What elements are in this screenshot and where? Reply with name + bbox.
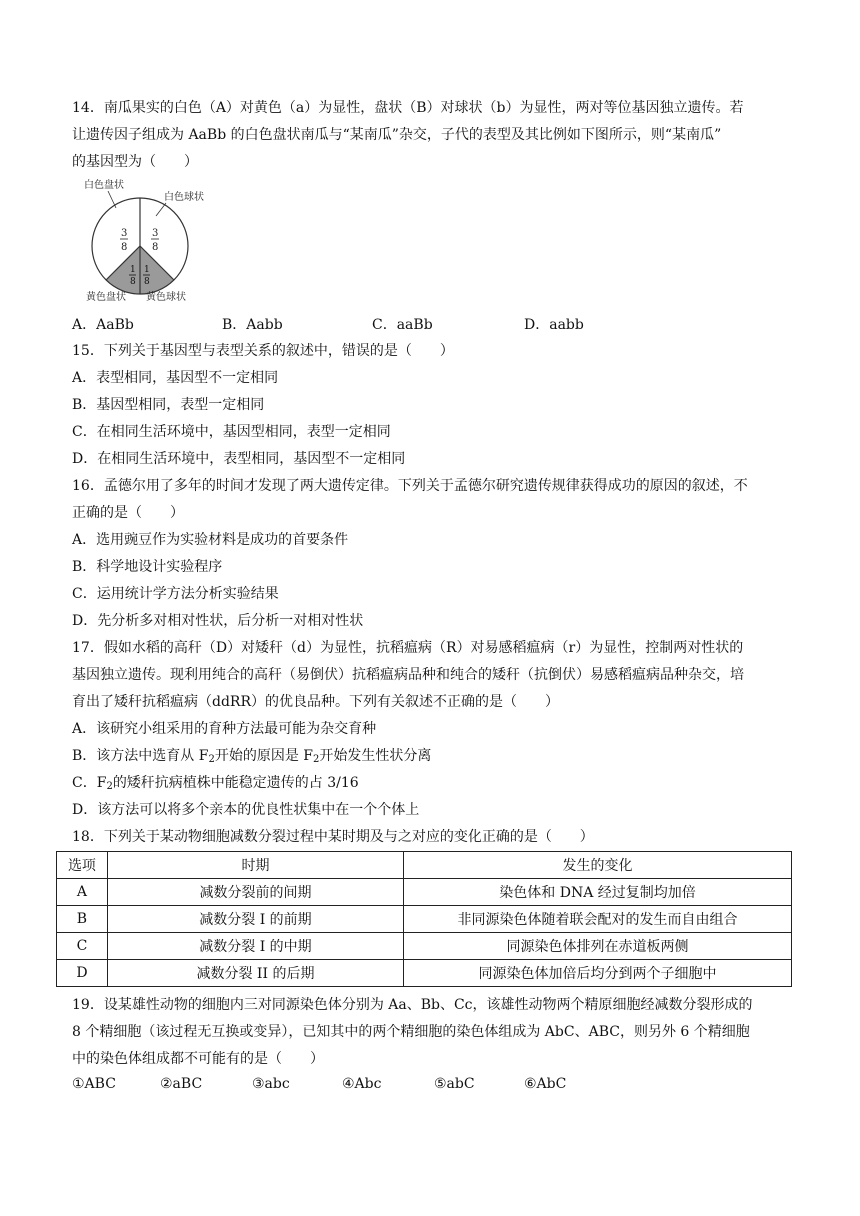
svg-text:3: 3 xyxy=(121,228,128,239)
q16-option-c[interactable]: C．运用统计学方法分析实验结果 xyxy=(72,586,279,602)
table-cell: D xyxy=(57,960,108,987)
svg-text:8: 8 xyxy=(130,277,136,287)
q17-stem-line-2: 基因独立遗传。现利用纯合的高秆（易倒伏）抗稻瘟病品种和纯合的矮秆（抗倒伏）易感稻瘟病品种杂交，培 xyxy=(72,667,744,683)
table-row[interactable] xyxy=(57,879,792,906)
q15-option-c[interactable]: C．在相同生活环境中，基因型相同，表型一定相同 xyxy=(72,424,391,440)
q14-stem-line-3: 的基因型为（ ） xyxy=(72,154,198,170)
q19-option-2[interactable]: ②aBC xyxy=(160,1076,203,1092)
q15-option-d[interactable]: D．在相同生活环境中，表型相同，基因型不一定相同 xyxy=(72,451,406,467)
q14-stem-line-2: 让遗传因子组成为 AaBb 的白色盘状南瓜与“某南瓜”杂交，子代的表型及其比例如下图所示，则“某南瓜” xyxy=(72,127,722,143)
pie-leader-white-ball xyxy=(156,203,166,216)
table-cell: A xyxy=(57,879,108,906)
q19-option-6[interactable]: ⑥AbC xyxy=(524,1076,567,1092)
q14-stem-line-1: 14．南瓜果实的白色（A）对黄色（a）为显性，盘状（B）对球状（b）为显性，两对等位基因独立遗传。若 xyxy=(72,100,744,116)
q15-stem: 15．下列关于基因型与表型关系的叙述中，错误的是（ ） xyxy=(72,343,454,359)
q15-option-a[interactable]: A．表型相同，基因型不一定相同 xyxy=(72,370,279,386)
table-row[interactable] xyxy=(57,933,792,960)
table-header-option: 选项 xyxy=(57,852,108,879)
q14-option-c[interactable]: C．aaBb xyxy=(372,317,433,333)
q19-stem-line-1: 19．设某雄性动物的细胞内三对同源染色体分别为 Aa、Bb、Cc，该雄性动物两个精原细胞经减数分裂形成的 xyxy=(72,997,753,1013)
table-cell: C xyxy=(57,933,108,960)
svg-text:1: 1 xyxy=(130,265,136,275)
svg-text:8: 8 xyxy=(144,277,150,287)
pie-leader-white-disc xyxy=(108,191,116,208)
q19-option-4[interactable]: ④Abc xyxy=(342,1076,382,1092)
q16-option-a[interactable]: A．选用豌豆作为实验材料是成功的首要条件 xyxy=(72,532,349,548)
svg-text:1: 1 xyxy=(144,265,150,275)
q14-options xyxy=(72,314,772,334)
q17-option-c-post: 的矮秆抗病植株中能稳定遗传的占 3/16 xyxy=(112,775,359,791)
table-cell: 非同源染色体随着联会配对的发生而自由组合 xyxy=(404,906,792,933)
svg-text:3: 3 xyxy=(152,228,159,239)
q19-stem-line-2: 8 个精细胞（该过程无互换或变异），已知其中的两个精细胞的染色体组成为 AbC、ABC，则另外 6 个精细胞 xyxy=(72,1024,750,1040)
pie-label-white-ball: 白色球状 xyxy=(164,192,204,203)
q17-option-b-mid: 开始的原因是 F xyxy=(214,748,313,764)
q17-option-d[interactable]: D．该方法可以将多个亲本的优良性状集中在一个个体上 xyxy=(72,802,420,818)
q14-pie-chart xyxy=(80,176,204,303)
table-header-row xyxy=(57,852,792,879)
subscript-2: 2 xyxy=(313,754,320,765)
table-header-change: 发生的变化 xyxy=(404,852,792,879)
pie-label-yellow-disc: 黄色盘状 xyxy=(86,292,126,303)
q19-option-3[interactable]: ③abc xyxy=(252,1076,290,1092)
svg-text:8: 8 xyxy=(121,242,128,253)
q14-option-d[interactable]: D．aabb xyxy=(524,317,584,333)
table-cell: 同源染色体加倍后均分到两个子细胞中 xyxy=(404,960,792,987)
q17-option-c[interactable] xyxy=(72,773,359,797)
table-cell: 减数分裂前的间期 xyxy=(107,879,403,906)
q19-option-1[interactable]: ①ABC xyxy=(72,1076,116,1092)
q17-option-b-post: 开始发生性状分离 xyxy=(319,748,432,764)
subscript-2: 2 xyxy=(208,754,215,765)
q19-stem-line-3: 中的染色体组成都不可能有的是（ ） xyxy=(72,1051,324,1067)
q14-option-a[interactable]: A．AaBb xyxy=(72,317,134,333)
q17-option-b[interactable] xyxy=(72,746,431,770)
pie-fraction-white-disc xyxy=(120,228,128,253)
q15-option-b[interactable]: B．基因型相同，表型一定相同 xyxy=(72,397,265,413)
q19-options xyxy=(72,1076,672,1096)
q19-option-5[interactable]: ⑤abC xyxy=(434,1076,475,1092)
table-cell: B xyxy=(57,906,108,933)
q14-option-b[interactable]: B．Aabb xyxy=(222,317,283,333)
q16-stem-line-2: 正确的是（ ） xyxy=(72,505,184,521)
table-cell: 减数分裂 I 的前期 xyxy=(107,906,403,933)
table-cell: 减数分裂 II 的后期 xyxy=(107,960,403,987)
table-cell: 减数分裂 I 的中期 xyxy=(107,933,403,960)
table-cell: 染色体和 DNA 经过复制均加倍 xyxy=(404,879,792,906)
table-row[interactable] xyxy=(57,960,792,987)
pie-label-yellow-ball: 黄色球状 xyxy=(146,292,186,303)
q17-option-b-pre: B．该方法中选育从 F xyxy=(72,748,209,764)
pie-label-white-disc: 白色盘状 xyxy=(84,180,124,191)
table-row[interactable] xyxy=(57,906,792,933)
q16-option-b[interactable]: B．科学地设计实验程序 xyxy=(72,559,223,575)
pie-fraction-white-ball xyxy=(151,228,159,253)
q16-option-d[interactable]: D．先分析多对相对性状，后分析一对相对性状 xyxy=(72,613,364,629)
svg-text:8: 8 xyxy=(152,242,159,253)
q18-table xyxy=(56,851,792,987)
table-header-period: 时期 xyxy=(107,852,403,879)
q17-stem-line-3: 育出了矮秆抗稻瘟病（ddRR）的优良品种。下列有关叙述不正确的是（ ） xyxy=(72,694,560,710)
q16-stem-line-1: 16．孟德尔用了多年的时间才发现了两大遗传定律。下列关于孟德尔研究遗传规律获得成功的原因的叙述，不 xyxy=(72,478,748,494)
q18-stem: 18．下列关于某动物细胞减数分裂过程中某时期及与之对应的变化正确的是（ ） xyxy=(72,829,594,845)
subscript-2: 2 xyxy=(106,781,113,792)
table-cell: 同源染色体排列在赤道板两侧 xyxy=(404,933,792,960)
q17-option-a[interactable]: A．该研究小组采用的育种方法最可能为杂交育种 xyxy=(72,721,377,737)
q17-option-c-pre: C．F xyxy=(72,775,107,791)
q17-stem-line-1: 17．假如水稻的高秆（D）对矮秆（d）为显性，抗稻瘟病（R）对易感稻瘟病（r）为显性，控制两对性状的 xyxy=(72,640,744,656)
